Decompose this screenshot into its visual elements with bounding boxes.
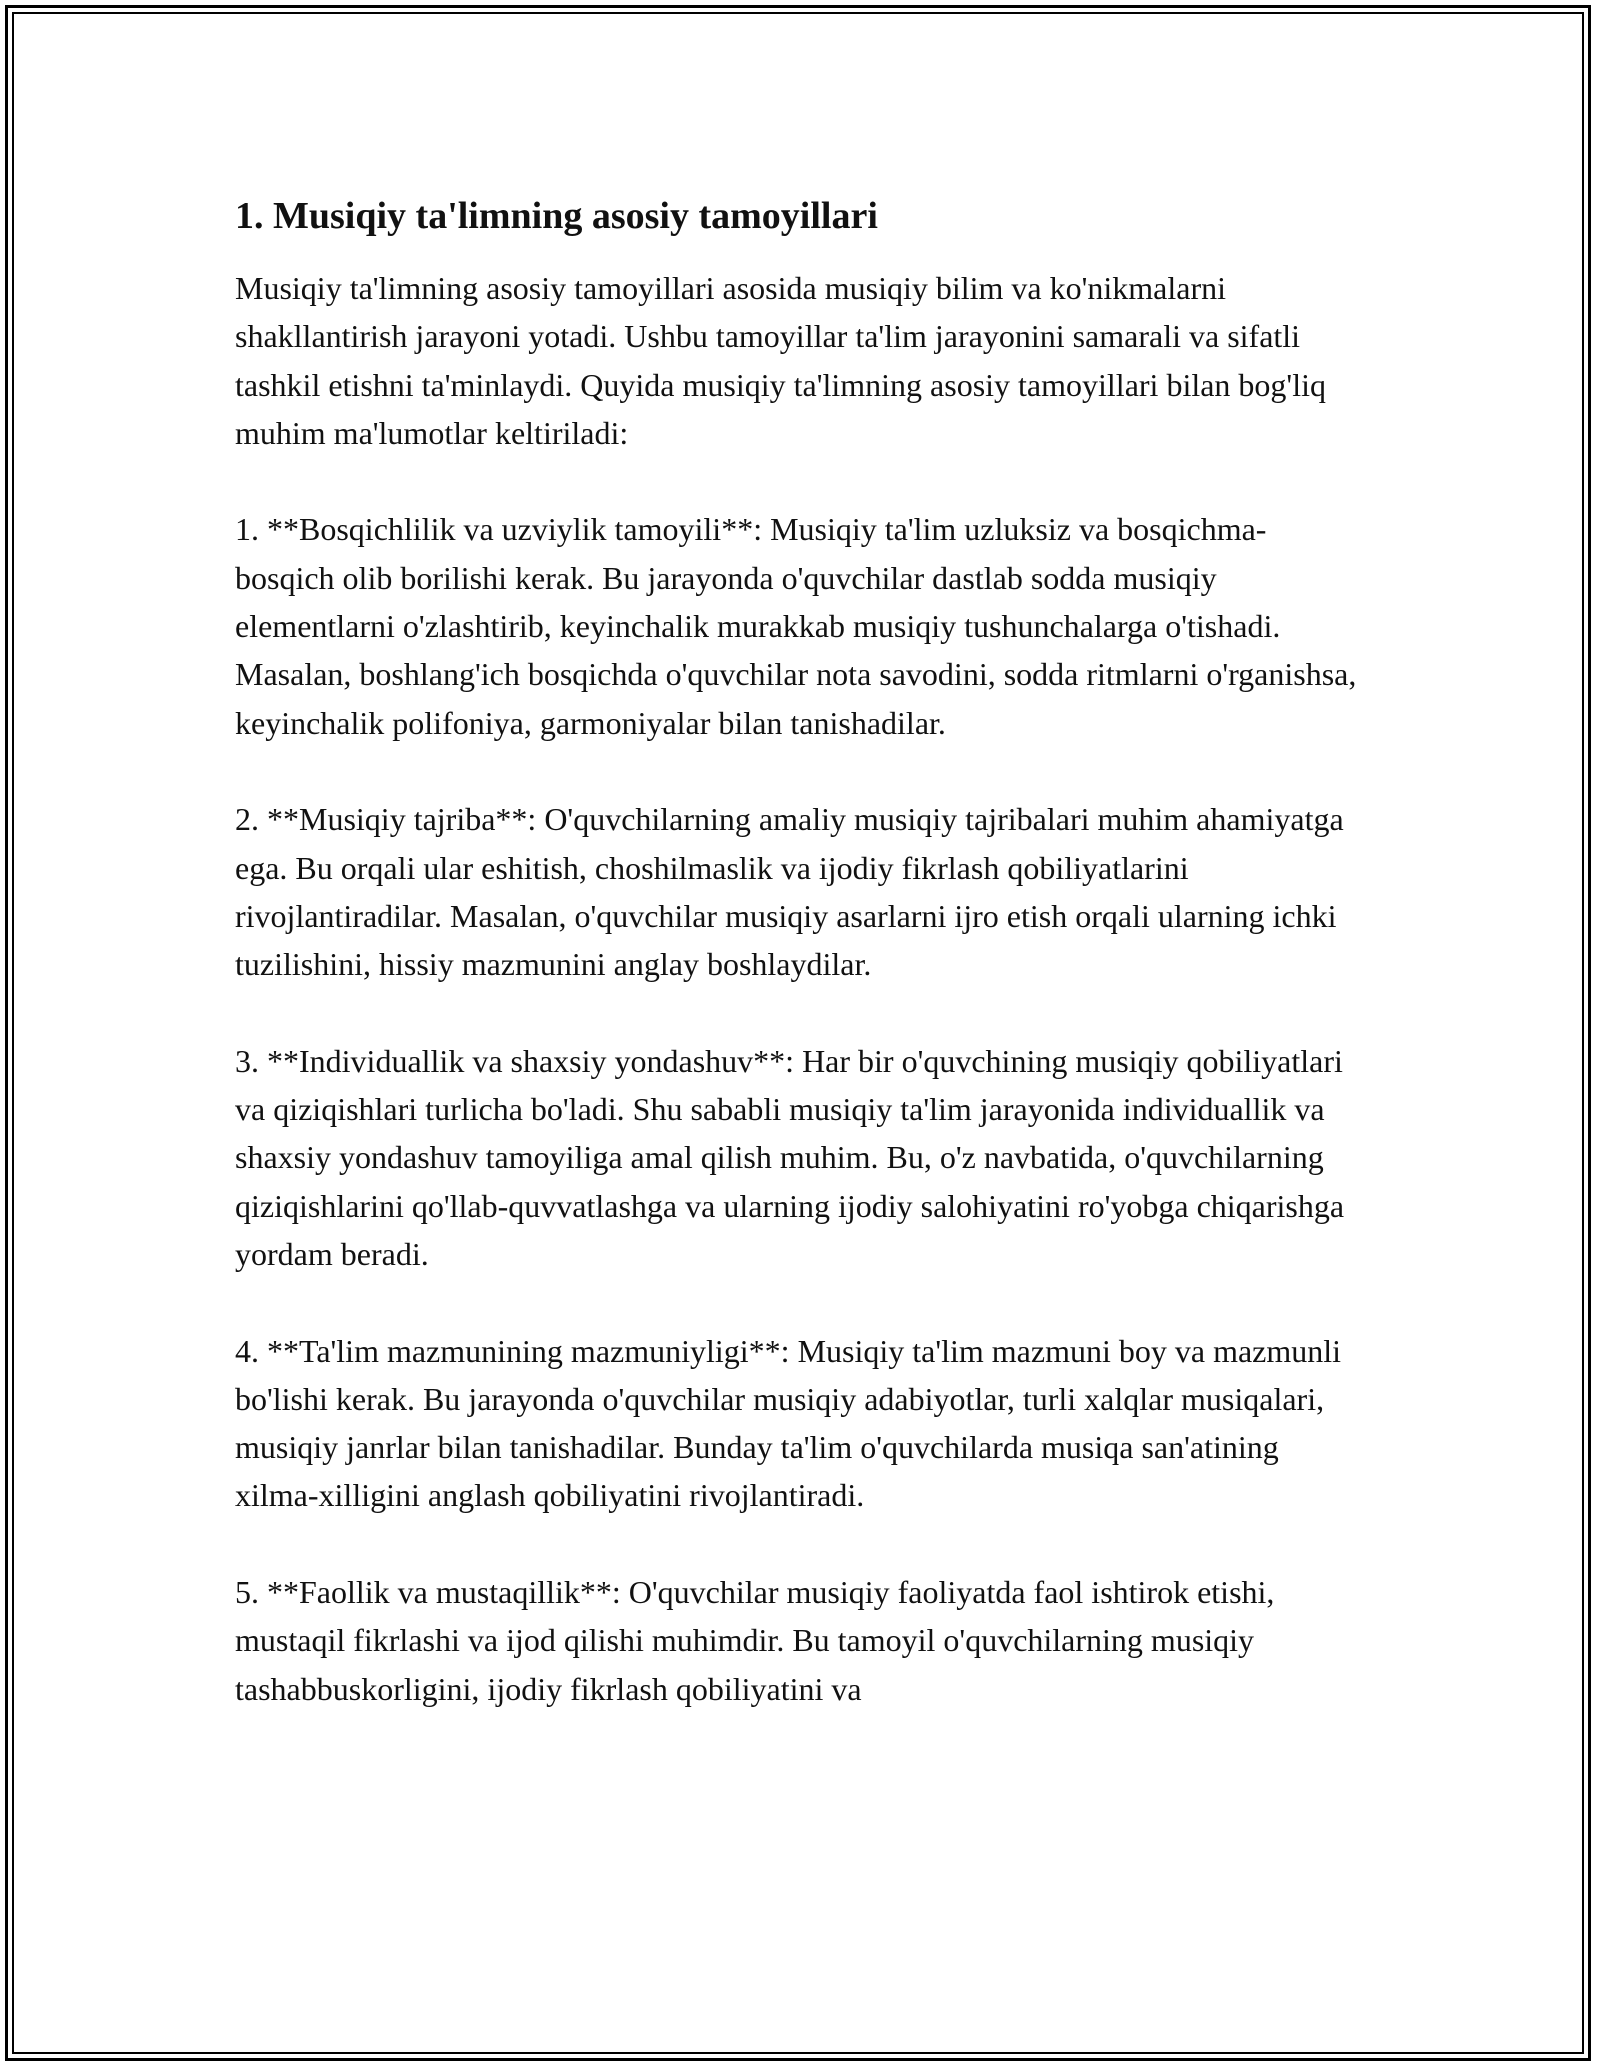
principle-paragraph-1: 1. **Bosqichlilik va uzviylik tamoyili**: Musiqiy ta'lim uzluksiz va bosqichma-bosqich olib borilishi kerak. Bu jarayonda o'quvchilar dastlab sodda musiqiy elementlarni o'zlashtirib, keyinchalik murakkab musiqiy tushunchalarga o'tishadi. Masalan, boshlang'ich bosqichda o'quvchilar nota savodini, sodda ritmlarni o'rganishsa, keyinchalik polifoniya, garmoniyalar bilan tanishadilar. xyxy=(235,511,1357,741)
document-body xyxy=(235,188,1365,1761)
section-title: 1. Musiqiy ta'limning asosiy tamoyillari xyxy=(235,195,878,237)
principle-paragraph-4: 4. **Ta'lim mazmunining mazmuniyligi**: Musiqiy ta'lim mazmuni boy va mazmunli bo'lishi kerak. Bu jarayonda o'quvchilar musiqiy adabiyotlar, turli xalqlar musiqalari, musiqiy janrlar bilan tanishadilar. Bunday ta'lim o'quvchilarda musiqa san'atining xilma-xilligini anglash qobiliyatini rivojlantiradi. xyxy=(235,1332,1342,1514)
principle-paragraph-3: 3. **Individuallik va shaxsiy yondashuv**: Har bir o'quvchining musiqiy qobiliyatlari va qiziqishlari turlicha bo'ladi. Shu sababli musiqiy ta'lim jarayonida individuallik va shaxsiy yondashuv tamoyiliga amal qilish muhim. Bu, o'z navbatida, o'quvchilarning qiziqishlarini qo'llab-quvvatlashga va ularning ijodiy salohiyatini ro'yobga chiqarishga yordam beradi. xyxy=(235,1042,1345,1272)
principle-paragraph-5: 5. **Faollik va mustaqillik**: O'quvchilar musiqiy faoliyatda faol ishtirok etishi, mustaqil fikrlashi va ijod qilishi muhimdir. Bu tamoyil o'quvchilarning musiqiy tashabbuskorligini, ijodiy fikrlash qobiliyatini va xyxy=(235,1574,1275,1707)
principle-paragraph-2: 2. **Musiqiy tajriba**: O'quvchilarning amaliy musiqiy tajribalari muhim ahamiyatga ega. Bu orqali ular eshitish, choshilmaslik va ijodiy fikrlash qobiliyatlarini rivojlantiradilar. Masalan, o'quvchilar musiqiy asarlarni ijro etish orqali ularning ichki tuzilishini, hissiy mazmunini anglay boshlaydilar. xyxy=(235,801,1344,983)
intro-paragraph: Musiqiy ta'limning asosiy tamoyillari asosida musiqiy bilim va ko'nikmalarni shakllantirish jarayoni yotadi. Ushbu tamoyillar ta'lim jarayonini samarali va sifatli tashkil etishni ta'minlaydi. Quyida musiqiy ta'limning asosiy tamoyillari bilan bog'liq muhim ma'lumotlar keltiriladi: xyxy=(235,270,1326,451)
